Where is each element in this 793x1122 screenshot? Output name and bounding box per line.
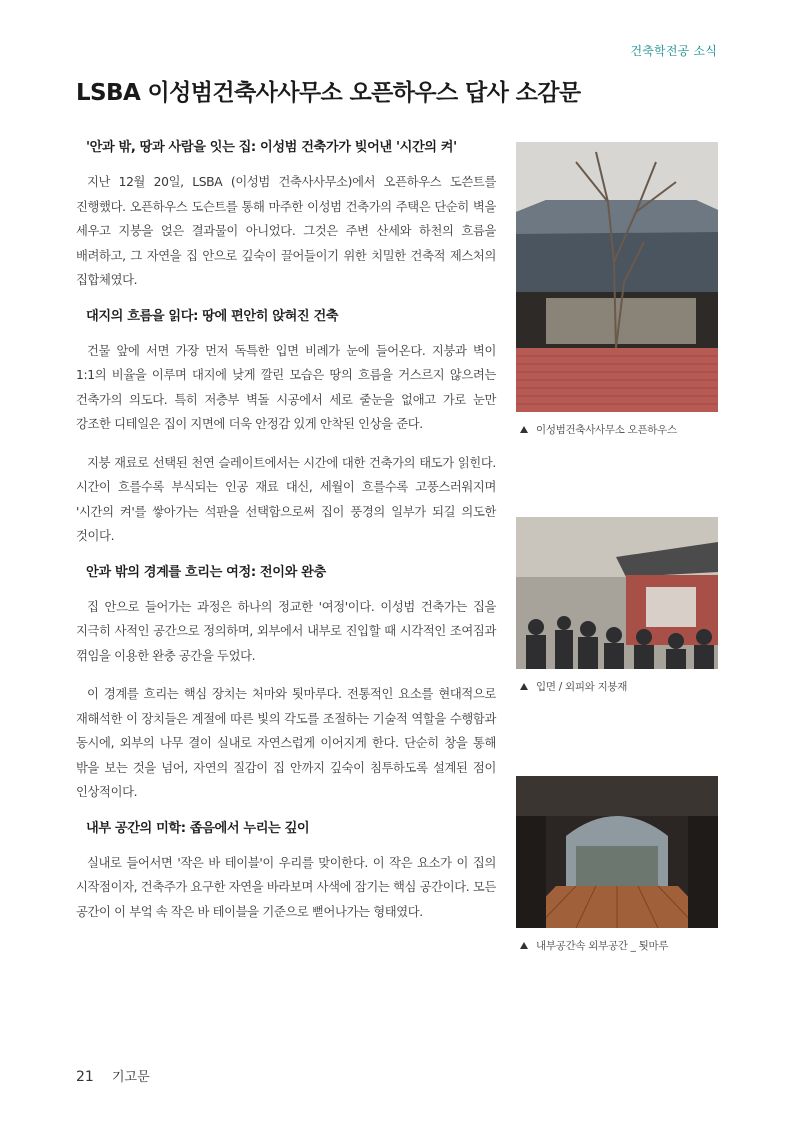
section-heading-transition: 안과 밖의 경계를 흐리는 여정: 전이와 완충 [86, 564, 326, 580]
section-tag: 건축학전공 소식 [630, 44, 717, 58]
figure-interior [516, 776, 718, 953]
triangle-up-icon [520, 426, 528, 433]
footer-section-label: 기고문 [111, 1070, 150, 1085]
paragraph: 실내로 들어서면 '작은 바 테이블'이 우리를 맞이한다. 이 작은 요소가 이 집의 시작점이자, 건축주가 요구한 자연을 바라보며 사색에 잠기는 핵심 공간이다. 모든 공간이 이 부엌 속 작은 바 테이블을 기준으로 뻗어나가는 형태였다. [76, 855, 496, 919]
triangle-up-icon [520, 942, 528, 949]
caption-text: 입면 / 외피와 지붕재 [536, 681, 628, 693]
paragraph: 지난 12월 20일, LSBA (이성범 건축사사무소)에서 오픈하우스 도쓴트를 진행했다. 오픈하우스 도슨트를 통해 마주한 이성범 건축가의 주택은 단순히 벽을 세우고 지붕을 얹은 결과물이 아니었다. 그것은 주변 산세와 하천의 흐름을 배려하고, 그 자연을 집 안으로 깊숙이 끌어들이기 위한 치밀한 건축적 제스처의 집합체였다. [76, 175, 496, 287]
paragraph: 집 안으로 들어가는 과정은 하나의 정교한 '여정'이다. 이성범 건축가는 집을 지극히 사적인 공간으로 정의하며, 외부에서 내부로 진입할 때 시각적인 조여짐과 꺾임을 이용한 완충 공간을 두었다. [76, 599, 496, 663]
section-heading-site: 대지의 흐름을 읽다: 땅에 편안히 앉혀진 건축 [86, 308, 339, 324]
page-number: 21 [76, 1069, 94, 1085]
paragraph: 지붕 재료로 선택된 천연 슬레이트에서는 시간에 대한 건축가의 태도가 읽힌다. 시간이 흐를수록 부식되는 인공 재료 대신, 세월이 흐를수록 고풍스러워지며 '시간의 켜'를 쌓아가는 석판을 선택함으로써 집이 풍경의 일부가 되길 의도한 것이다. [76, 455, 496, 543]
photo-interior [516, 776, 718, 928]
caption-text: 내부공간속 외부공간 _ 툇마루 [536, 940, 669, 952]
section-heading-interior: 내부 공간의 미학: 좁음에서 누리는 깊이 [86, 820, 310, 836]
paragraph: 건물 앞에 서면 가장 먼저 독특한 입면 비례가 눈에 들어온다. 지붕과 벽이 1:1의 비율을 이루며 대지에 낮게 깔린 모습은 땅의 흐름을 거스르지 않으려는 건축가의 의도다. 특히 저층부 벽돌 시공에서 세로 줄눈을 없애고 가로 눈만 강조한 디테일은 집이 지면에 더욱 안정감 있게 안착된 인상을 준다. [76, 343, 496, 431]
page-footer [76, 1066, 150, 1085]
figure-open-house [516, 142, 718, 437]
page-title: LSBA 이성범건축사사무소 오픈하우스 답사 소감문 [76, 80, 581, 106]
photo-facade [516, 517, 718, 669]
paragraph: 이 경계를 흐리는 핵심 장치는 처마와 툇마루다. 전통적인 요소를 현대적으로 재해석한 이 장치들은 계절에 따른 빛의 각도를 조절하는 기술적 역할을 수행함과 동시에, 외부의 나무 결이 실내로 자연스럽게 이어지게 한다. 단순히 창을 통해 밖을 보는 것을 넘어, 자연의 질감이 집 안까지 깊숙이 침투하도록 설계된 점이 인상적이다. [76, 687, 496, 799]
figure-caption [516, 422, 718, 437]
figure-caption [516, 679, 718, 694]
triangle-up-icon [520, 683, 528, 690]
section-heading-intro: '안과 밖, 땅과 사람을 잇는 집: 이성범 건축가가 빚어낸 '시간의 켜' [86, 140, 457, 155]
figure-facade [516, 517, 718, 694]
article-body [76, 138, 496, 938]
figure-caption [516, 938, 718, 953]
photo-open-house [516, 142, 718, 412]
caption-text: 이성범건축사사무소 오픈하우스 [536, 424, 677, 436]
